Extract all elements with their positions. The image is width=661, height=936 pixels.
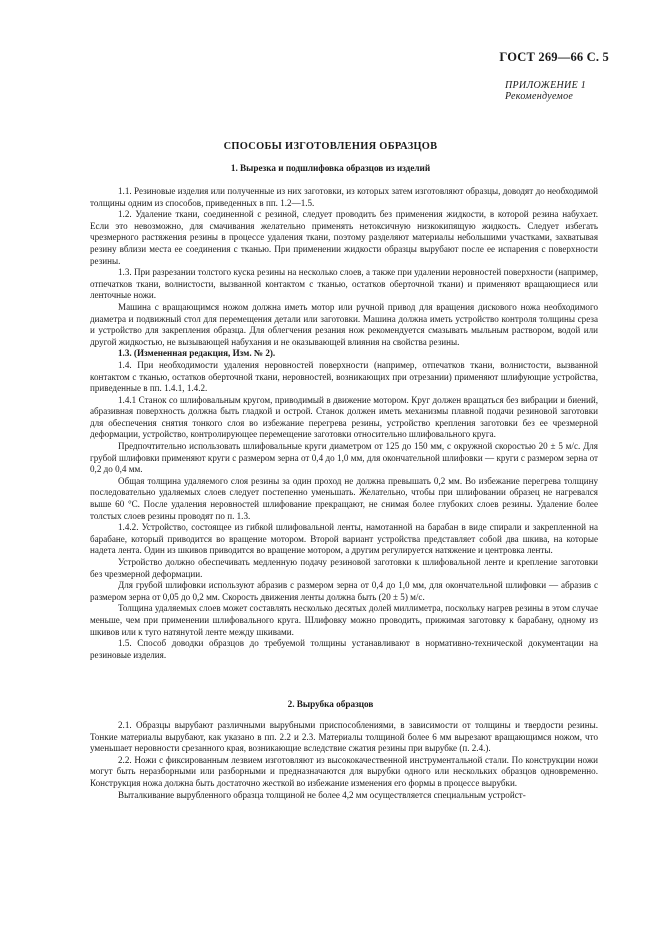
- paragraph-1-1: 1.1. Резиновые изделия или полученные из них заготовки, из которых затем изготовляют образцы, доводят до необходимой толщины одним из способов, приведенных в пп. 1.2—1.5.: [90, 186, 598, 208]
- section-1-heading: 1. Вырезка и подшлифовка образцов из изделий: [230, 163, 431, 173]
- paragraph-1-4: 1.4. При необходимости удаления неровностей поверхности (например, отпечатков ткани, волнистости, вызванной контактом с тканью, остатков оберточной ткани, неровностей, возникающих при отрезании) применяют шлифующие устройства, приведенные в пп. 1.4.1, 1.4.2.: [90, 359, 598, 394]
- appendix-label-block: [505, 80, 625, 102]
- paragraph-1-4-2: 1.4.2. Устройство, состоящее из гибкой шлифовальной ленты, намотанной на барабан в виде спирали и закрепленной на барабане, который приводится во вращение мотором. Второй вариант устройства представляет собой два шкива, на которые надета лента. Один из шкивов приводится во вращение мотором, а другим регулируется натяжение и центровка ленты.: [90, 522, 598, 556]
- section-1-body: [90, 186, 598, 661]
- section-2-body: [90, 720, 598, 801]
- paragraph-2-2-ejection: Выталкивание вырубленного образца толщиной не более 4,2 мм осуществляется специальным устройст-: [118, 789, 526, 800]
- paragraph-2-1: 2.1. Образцы вырубают различными вырубными приспособлениями, в зависимости от толщины и твердости резины. Тонкие материалы вырубают, как указано в пп. 2.2 и 2.3. Материалы толщиной более 6 мм вырезают вращающимся ножом, что уменьшает неровности срезанного края, возникающие вследствие сжатия резины при вырубке (п. 2.4.).: [90, 720, 598, 754]
- paragraph-1-4-1-thickness: Общая толщина удаляемого слоя резины за один проход не должна превышать 0,2 мм. Во избежание перегрева толщину последовательно удаляемых слоев следует постепенно уменьшать. Желательно, чтобы при шлифовании образец не нагревался выше 60 °С. После удаления неровностей шлифование прекращают, не снимая более глубоких слоев резины. Удаление более толстых слоев резины проводят по п. 1.3.: [90, 475, 598, 521]
- paragraph-2-2: 2.2. Ножи с фиксированным лезвием изготовляют из высококачественной инструментальной стали. По конструкции ножи могут быть неразборными или разборными и предназначаются для вырубки одного или нескольких образцов одновременно. Конструкция ножа должна быть достаточно жесткой во избежание изменения его формы в процессе вырубки.: [90, 754, 598, 788]
- appendix-label: ПРИЛОЖЕНИЕ 1: [505, 80, 587, 91]
- paragraph-1-3-amendment: 1.3. (Измененная редакция, Изм. № 2).: [118, 348, 276, 359]
- appendix-note: Рекомендуемое: [505, 91, 574, 102]
- paragraph-1-4-1-wheels: Предпочтительно использовать шлифовальные круги диаметром от 125 до 150 мм, с окружной скоростью 20 ± 5 м/с. Для грубой шлифовки применяют круги с размером зерна от 0,4 до 1,0 мм, для окончательной шлифовки — круги с размером зерна от 0,2 до 0,4 мм.: [90, 441, 598, 475]
- paragraph-1-4-2-abrasive: Для грубой шлифовки используют абразив с размером зерна от 0,4 до 1,0 мм, для окончательной шлифовки — абразив с размером зерна от 0,05 до 0,2 мм. Скорость движения ленты должна быть (20 ± 5) м/с.: [90, 580, 598, 602]
- paragraph-1-3-machine: Машина с вращающимся ножом должна иметь мотор или ручной привод для вращения дискового ножа необходимого диаметра и подвижный стол для перемещения детали или заготовки. Машина должна иметь устройство контроля толщины среза и устройство для закрепления образца. Для облегчения резания нож рекомендуется смазывать мыльным раствором, водой или другой жидкостью, не вызывающей набухания и не оказывающей влияния на свойства резины.: [90, 301, 598, 347]
- paragraph-1-4-2-layers: Толщина удаляемых слоев может составлять несколько десятых долей миллиметра, поскольку нагрев резины в этом случае меньше, чем при применении шлифовального круга. Шлифовку можно проводить, прижимая заготовку к барабану, одному из шкивов или к туго натянутой ленте между шкивами.: [90, 603, 598, 637]
- section-2-heading: 2. Вырубка образцов: [287, 699, 374, 709]
- paragraph-1-4-2-feed: Устройство должно обеспечивать медленную подачу резиновой заготовки к шлифовальной ленте и крепление заготовки без чрезмерной деформации.: [90, 557, 598, 579]
- paragraph-1-5: 1.5. Способ доводки образцов до требуемой толщины устанавливают в нормативно-технической документации на резиновые изделия.: [90, 638, 598, 660]
- paragraph-1-2: 1.2. Удаление ткани, соединенной с резиной, следует проводить без применения жидкости, в которой резина набухает. Если это невозможно, для смачивания желательно применять нетоксичную низкокипящую жидкость. Следует избегать чрезмерного растяжения резины в процессе удаления ткани, поэтому разделяют материалы небольшими участками, захватывая резину вблизи места ее соединения с тканью. При применении жидкости образцы вырубают после ее испарения с поверхности резины.: [90, 209, 598, 266]
- paragraph-1-4-1: 1.4.1 Станок со шлифовальным кругом, приводимый в движение мотором. Круг должен вращаться без вибрации и биений, абразивная поверхность должна быть гладкой и острой. Станок должен иметь механизмы плавной подачи резиновой заготовки для обеспечения снятия тонкого слоя во избежание перегрева резины, устройство крепления заготовки без ее чрезмерной деформации, устройство, контролирующее перемещение заготовки относительно шлифовального круга.: [90, 394, 598, 440]
- document-title: СПОСОБЫ ИЗГОТОВЛЕНИЯ ОБРАЗЦОВ: [223, 141, 438, 152]
- paragraph-1-3: 1.3. При разрезании толстого куска резины на несколько слоев, а также при удалении неровностей поверхности (например, отпечатков ткани, волнистости, вызванной контактом с тканью, остатков оберточной ткани) и применяют вращающиеся или ленточные ножи.: [90, 267, 598, 301]
- page-header: ГОСТ 269—66 С. 5: [499, 50, 609, 64]
